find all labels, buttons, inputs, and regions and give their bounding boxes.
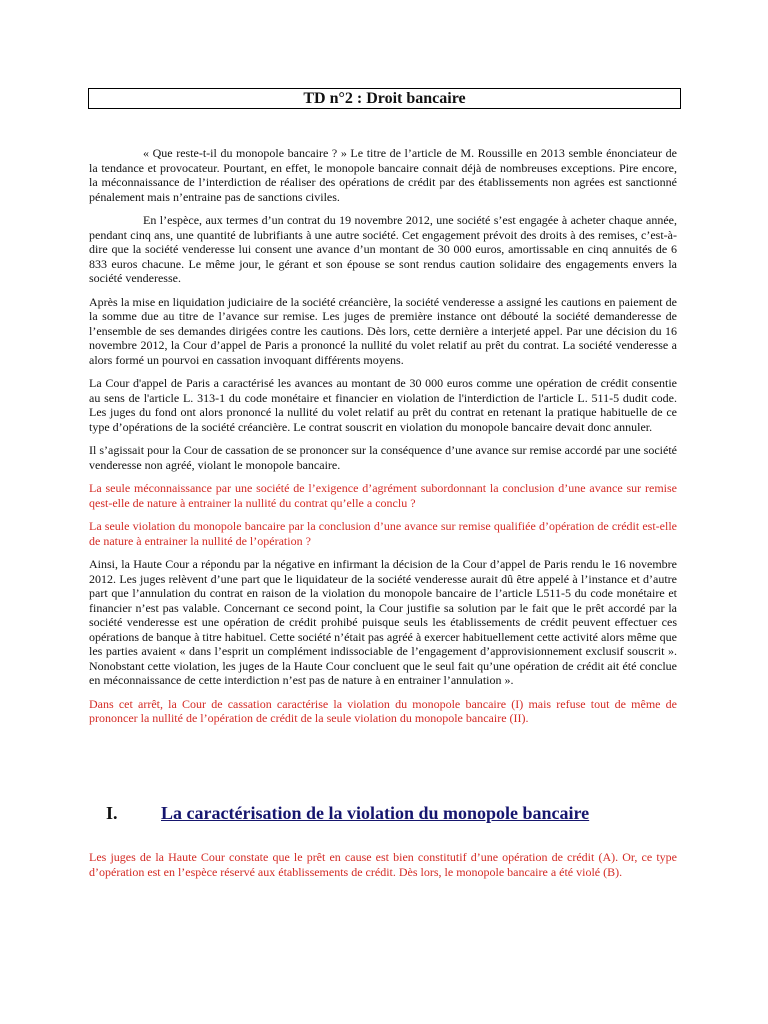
section-number: I. bbox=[106, 803, 118, 823]
legal-question-2: La seule violation du monopole bancaire par la conclusion d’une avance sur remise qualifiée d’opération de crédit est-elle de nature à entrainer la nullité de l’opération ? bbox=[89, 519, 677, 548]
procedure-paragraph: Après la mise en liquidation judiciaire de la société créancière, la société venderesse a assigné les cautions en paiement de la somme due au titre de l’avance sur remise. Les juges de première instance ont débouté la société demanderesse de l’ensemble de ses demandes dirigées contre les cautions. Dès lors, cette dernière a interjeté appel. Par une décision du 16 novembre 2012, la Cour d’appel de Paris a prononcé la nullité du volet relatif au prêt du contrat. La société venderesse a alors formé un pourvoi en cassation invoquant différents moyens. bbox=[89, 294, 677, 367]
section-heading bbox=[106, 802, 686, 824]
document-title: TD n°2 : Droit bancaire bbox=[88, 88, 681, 109]
issue-paragraph: Il s’agissait pour la Cour de cassation de se prononcer sur la conséquence d’une avance sur remise accordé par une société venderesse non agréé, violant le monopole bancaire. bbox=[89, 443, 677, 472]
plan-announcement: Dans cet arrêt, la Cour de cassation caractérise la violation du monopole bancaire (I) mais refuse tout de même de prononcer la nullité de l’opération de crédit de la seule violation du monopole bancaire (II). bbox=[89, 696, 677, 725]
section-intro-paragraph: Les juges de la Haute Cour constate que le prêt en cause est bien constitutif d’une opération de crédit (A). Or, ce type d’opération est en l’espèce réservé aux établissements de crédit. Dès lors, le monopole bancaire a été violé (B). bbox=[89, 850, 677, 879]
appeal-court-paragraph: La Cour d'appel de Paris a caractérisé les avances au montant de 30 000 euros comme une opération de crédit consentie au sens de l'article L. 313-1 du code monétaire et financier en violation de l'interdiction de l'article L. 511-5 dudit code. Les juges du fond ont alors prononcé la nullité du volet relatif au prêt du contrat en retenant la pratique habituelle de ce type d’opérations de la société créancière. Le contrat souscrit en violation du monopole bancaire devait donc annuler. bbox=[89, 376, 677, 434]
facts-paragraph: En l’espèce, aux termes d’un contrat du 19 novembre 2012, une société s’est engagée à acheter chaque année, pendant cinq ans, une quantité de lubrifiants à une autre société. Cet engagement prévoit des droits à des remises, c’est-à-dire que la société venderesse lui consent une avance d’un montant de 30 000 euros, amortissable en cinq annuités de 6 833 euros chacune. Le même jour, le gérant et son épouse se sont rendus caution solidaire des engagements envers la société venderesse. bbox=[89, 213, 677, 285]
document-body bbox=[89, 146, 677, 735]
section-body bbox=[89, 850, 677, 879]
legal-question-1: La seule méconnaissance par une société de l’exigence d’agrément subordonnant la conclusion d’une avance sur remise qest-elle de nature à entrainer la nullité du contrat qu’elle a conclu ? bbox=[89, 481, 677, 510]
solution-paragraph: Ainsi, la Haute Cour a répondu par la négative en infirmant la décision de la Cour d’appel de Paris rendu le 16 novembre 2012. Les juges relèvent d’une part que le liquidateur de la société venderesse aurait dû être appelé à l’instance et d’autre part que l’annulation du contrat en raison de la violation du monopole bancaire de l’article L511-5 du code monétaire et financier n’est pas valable. Concernant ce second point, la Cour justifie sa solution par le fait que le prêt accordé par la société venderesse est une opération de crédit prohibé puisque seuls les établissements de crédit peuvent effectuer ces opérations de banque à titre habituel. Cette société n’était pas agréé à exercer habituellement cette activité alors même que les parties avaient « dans l’esprit un complément indissociable de l’engagement d’approvisionnement exclusif souscrit ». Nonobstant cette violation, les juges de la Haute Cour concluent que le seul fait qu’une opération de crédit ait été conclue en méconnaissance de cette interdiction n’est pas de nature à en entrainer l’annulation ». bbox=[89, 557, 677, 687]
intro-paragraph: « Que reste-t-il du monopole bancaire ? » Le titre de l’article de M. Roussille en 2013 semble énonciateur de la tendance et provocateur. Pourtant, en effet, le monopole bancaire connait déjà de nombreuses exceptions. Pire encore, la méconnaissance de l’interdiction de réaliser des opérations de crédit par des établissements non agrées est sanctionné pénalement mais n’entraine pas de sanctions civiles. bbox=[89, 146, 677, 204]
section-title: La caractérisation de la violation du monopole bancaire bbox=[161, 803, 590, 823]
